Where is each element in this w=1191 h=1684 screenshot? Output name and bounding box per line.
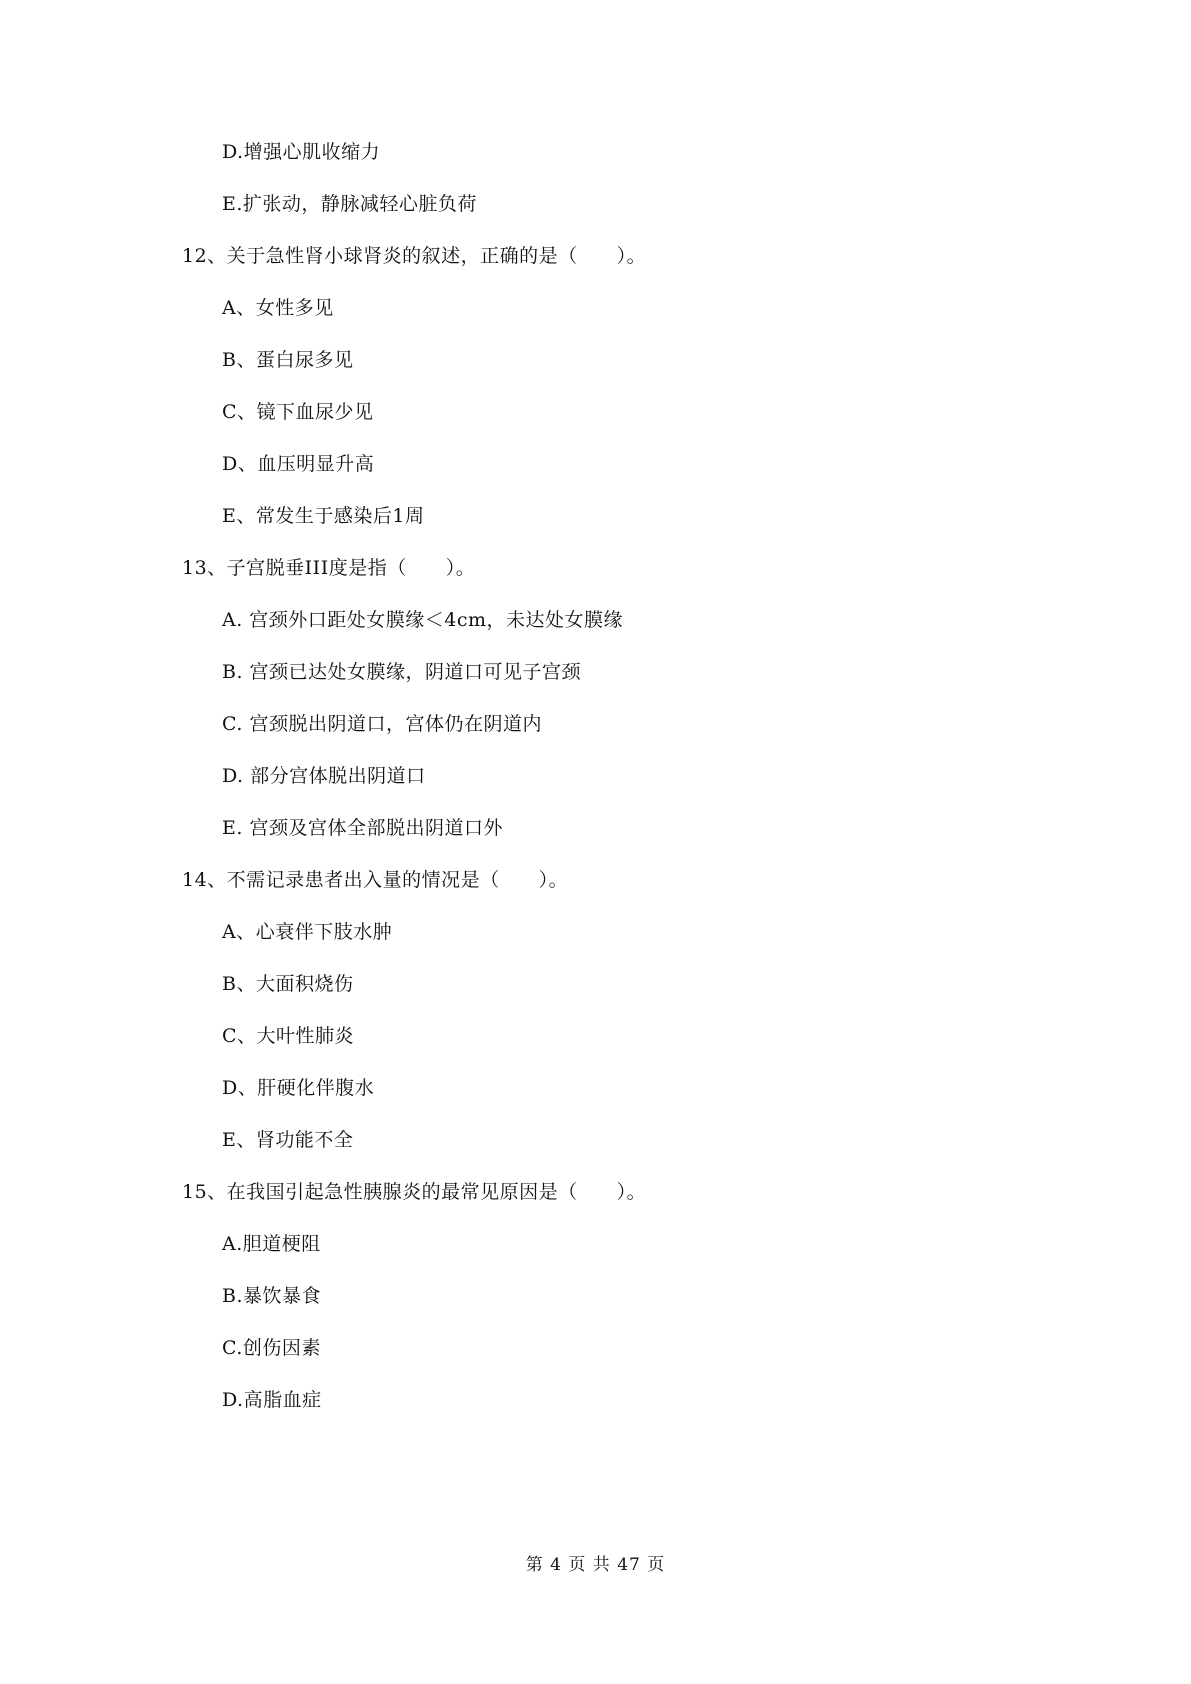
- option-line: D、血压明显升高: [222, 453, 375, 475]
- question-stem: 14、不需记录患者出入量的情况是（ ）。: [182, 869, 569, 891]
- option-line: B. 宫颈已达处女膜缘，阴道口可见子宫颈: [222, 661, 582, 683]
- option-line: E. 宫颈及宫体全部脱出阴道口外: [222, 817, 503, 839]
- option-line: C. 宫颈脱出阴道口，宫体仍在阴道内: [222, 713, 542, 735]
- question-stem: 15、在我国引起急性胰腺炎的最常见原因是（ ）。: [182, 1181, 647, 1203]
- option-line: A. 宫颈外口距处女膜缘＜4cm，未达处女膜缘: [222, 609, 624, 631]
- option-line: B.暴饮暴食: [222, 1285, 322, 1307]
- option-line: D.增强心肌收缩力: [222, 141, 381, 163]
- question-stem: 13、子宫脱垂III度是指（ ）。: [182, 557, 476, 579]
- option-line: C、镜下血尿少见: [222, 401, 374, 423]
- option-line: C.创伤因素: [222, 1337, 321, 1359]
- option-line: A、心衰伴下肢水肿: [222, 921, 393, 943]
- option-line: B、蛋白尿多见: [222, 349, 354, 371]
- question-stem: 12、关于急性肾小球肾炎的叙述，正确的是（ ）。: [182, 245, 647, 267]
- option-line: E、常发生于感染后1周: [222, 505, 425, 527]
- option-line: E.扩张动，静脉减轻心脏负荷: [222, 193, 477, 215]
- option-line: A.胆道梗阻: [222, 1233, 321, 1255]
- option-line: D、肝硬化伴腹水: [222, 1077, 375, 1099]
- option-line: B、大面积烧伤: [222, 973, 354, 995]
- option-line: E、肾功能不全: [222, 1129, 354, 1151]
- option-line: A、女性多见: [222, 297, 334, 319]
- option-line: D.高脂血症: [222, 1389, 322, 1411]
- option-line: C、大叶性肺炎: [222, 1025, 355, 1047]
- page-number-footer: 第 4 页 共 47 页: [525, 1555, 666, 1575]
- option-line: D. 部分宫体脱出阴道口: [222, 765, 426, 787]
